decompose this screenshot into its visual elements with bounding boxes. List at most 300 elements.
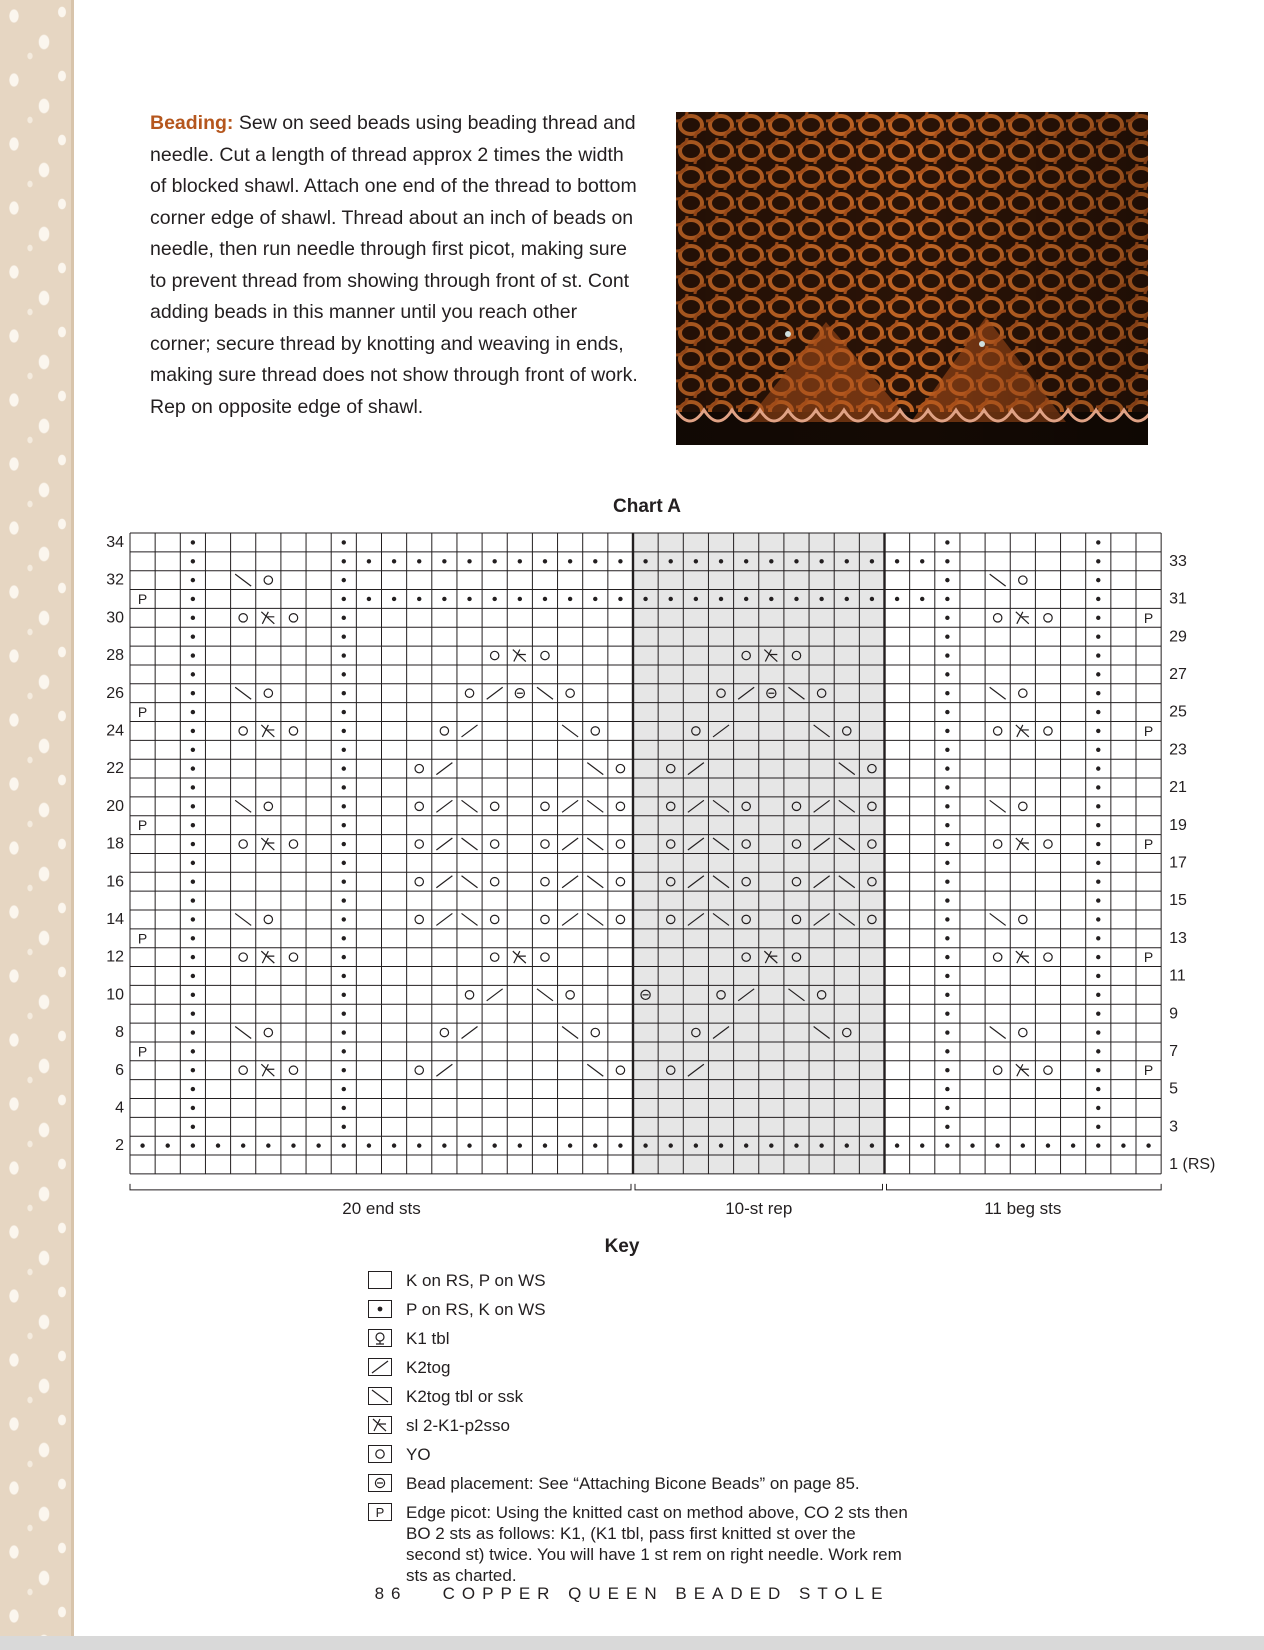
purl-dot	[1096, 597, 1100, 601]
purl-dot	[191, 1087, 195, 1091]
purl-dot	[442, 597, 446, 601]
purl-dot	[442, 559, 446, 563]
purl-dot	[342, 898, 346, 902]
yo-mark	[1019, 689, 1027, 697]
ssk-mark	[462, 913, 478, 925]
purl-dot	[1096, 936, 1100, 940]
picot-mark: P	[1143, 1062, 1154, 1079]
purl-dot	[191, 1125, 195, 1129]
purl-dot	[1096, 1011, 1100, 1015]
purl-dot	[191, 880, 195, 884]
purl-dot	[191, 1049, 195, 1053]
ssk-mark	[537, 687, 553, 699]
s2kp-mark	[513, 951, 526, 963]
yo-mark	[616, 802, 624, 810]
purl-dot	[417, 1143, 421, 1147]
purl-dot	[1096, 578, 1100, 582]
row-number-left: 6	[115, 1061, 124, 1079]
row-number-right: 17	[1169, 854, 1187, 872]
k2tog-mark	[436, 913, 452, 925]
s2kp-icon	[368, 1416, 392, 1434]
yo-mark	[289, 840, 297, 848]
purl-dot	[945, 653, 949, 657]
row-number-right: 5	[1169, 1080, 1179, 1098]
purl-dot	[191, 766, 195, 770]
k2tog-mark	[436, 1064, 452, 1076]
purl-dot	[1096, 766, 1100, 770]
ssk-icon	[368, 1387, 392, 1405]
picot-mark: P	[137, 704, 148, 721]
purl-dot	[342, 691, 346, 695]
key-item-picot	[368, 1502, 908, 1586]
page-footer	[0, 1584, 1264, 1604]
purl-dot	[1096, 1106, 1100, 1110]
row-number-left: 30	[106, 609, 124, 627]
section-brackets	[130, 1184, 1161, 1190]
purl-dot	[1096, 842, 1100, 846]
ssk-mark	[587, 800, 603, 812]
row-number-left: 14	[106, 911, 124, 928]
picot-mark: P	[137, 1043, 148, 1060]
purl-dot	[543, 597, 547, 601]
purl-dot	[342, 1030, 346, 1034]
purl-dot	[945, 729, 949, 733]
yo-mark	[490, 802, 498, 810]
s2kp-mark	[1016, 838, 1029, 850]
purl-dot	[945, 691, 949, 695]
purl-dot	[945, 672, 949, 676]
purl-dot	[140, 1143, 144, 1147]
purl-dot	[492, 597, 496, 601]
purl-dot	[945, 1049, 949, 1053]
purl-dot	[191, 993, 195, 997]
yo-mark	[541, 953, 549, 961]
purl-dot	[191, 861, 195, 865]
purl-dot	[1096, 1087, 1100, 1091]
beading-label: Beading:	[150, 112, 234, 134]
purl-dot	[191, 1068, 195, 1072]
purl-dot	[769, 1143, 773, 1147]
purl-dot	[342, 634, 346, 638]
purl-dot	[819, 1143, 823, 1147]
ssk-mark	[235, 687, 251, 699]
purl-dot	[1121, 1143, 1125, 1147]
purl-dot	[945, 1011, 949, 1015]
row-number-right: 33	[1169, 552, 1187, 570]
k2tog-mark	[462, 1027, 478, 1039]
ssk-mark	[990, 1027, 1006, 1039]
key-item-label: K1 tbl	[406, 1329, 450, 1348]
purl-dot	[543, 559, 547, 563]
yo-mark	[993, 953, 1001, 961]
purl-dot	[1096, 616, 1100, 620]
purl-dot	[191, 653, 195, 657]
purl-dot	[342, 1125, 346, 1129]
purl-dot	[191, 804, 195, 808]
ssk-mark	[990, 574, 1006, 586]
row-number-left: 18	[106, 835, 124, 853]
purl-dot	[191, 1011, 195, 1015]
purl-dot	[995, 1143, 999, 1147]
key-item-label: Edge picot: Using the knitted cast on method above, CO 2 sts then BO 2 sts as follows: K1, (K1 tbl, pass first knitted st over the second st) twice. You will have 1 st rem on right needle. Work rem sts as charted.	[406, 1503, 908, 1585]
key-item-label: K on RS, P on WS	[406, 1271, 546, 1290]
purl-dot	[945, 974, 949, 978]
yo-mark	[239, 840, 247, 848]
purl-dot	[392, 559, 396, 563]
purl-dot	[342, 729, 346, 733]
purl-dot	[568, 559, 572, 563]
key-item-s2kp	[368, 1415, 908, 1440]
row-number-right: 9	[1169, 1005, 1179, 1023]
purl-dot	[191, 936, 195, 940]
purl-dot	[945, 1106, 949, 1110]
dot-icon	[368, 1300, 392, 1318]
purl-dot	[342, 842, 346, 846]
purl-dot	[568, 597, 572, 601]
yo-mark	[289, 727, 297, 735]
purl-dot	[920, 597, 924, 601]
s2kp-mark	[513, 650, 526, 662]
picot-mark: P	[1143, 949, 1154, 966]
purl-dot	[467, 559, 471, 563]
picot-mark: P	[1143, 836, 1154, 853]
purl-dot	[191, 1106, 195, 1110]
purl-dot	[845, 597, 849, 601]
k2tog-mark	[436, 876, 452, 888]
yo-mark	[415, 1066, 423, 1074]
s2kp-mark	[1016, 951, 1029, 963]
purl-dot	[543, 1143, 547, 1147]
purl-dot	[191, 710, 195, 714]
yo-mark	[1044, 727, 1052, 735]
purl-dot	[870, 559, 874, 563]
picot-mark: P	[137, 930, 148, 947]
purl-dot	[870, 597, 874, 601]
purl-dot	[669, 1143, 673, 1147]
k2tog-mark	[436, 838, 452, 850]
purl-dot	[191, 559, 195, 563]
k2tog-icon	[368, 1358, 392, 1376]
purl-dot	[342, 710, 346, 714]
purl-dot	[342, 559, 346, 563]
s2kp-mark	[261, 725, 274, 737]
k2tog-mark	[436, 763, 452, 775]
purl-dot	[870, 1143, 874, 1147]
purl-dot	[191, 748, 195, 752]
yo-mark	[465, 991, 473, 999]
ssk-mark	[235, 574, 251, 586]
purl-dot	[744, 597, 748, 601]
purl-dot	[342, 993, 346, 997]
purl-dot	[794, 559, 798, 563]
yo-mark	[993, 840, 1001, 848]
ssk-mark	[587, 1064, 603, 1076]
purl-dot	[643, 559, 647, 563]
purl-dot	[945, 898, 949, 902]
purl-dot	[367, 597, 371, 601]
yo-mark	[490, 878, 498, 886]
purl-dot	[719, 559, 723, 563]
yo-mark	[566, 991, 574, 999]
purl-dot	[945, 766, 949, 770]
ssk-mark	[537, 989, 553, 1001]
yo-mark	[541, 915, 549, 923]
purl-dot	[819, 559, 823, 563]
purl-dot	[669, 597, 673, 601]
purl-dot	[1096, 710, 1100, 714]
purl-dot	[342, 955, 346, 959]
key-item-k1tbl	[368, 1328, 908, 1353]
purl-dot	[492, 1143, 496, 1147]
yo-mark	[566, 689, 574, 697]
purl-dot	[191, 634, 195, 638]
purl-dot	[1096, 785, 1100, 789]
page-number: 86	[374, 1584, 408, 1603]
purl-dot	[945, 823, 949, 827]
purl-dot	[945, 616, 949, 620]
yo-mark	[490, 840, 498, 848]
k2tog-mark	[562, 800, 578, 812]
key-item-k2tog	[368, 1357, 908, 1382]
purl-dot	[618, 597, 622, 601]
yo-mark	[239, 614, 247, 622]
ssk-mark	[562, 1027, 578, 1039]
bead-mark	[515, 689, 524, 698]
yo-mark	[289, 614, 297, 622]
purl-dot	[492, 559, 496, 563]
purl-dot	[945, 917, 949, 921]
purl-dot	[191, 691, 195, 695]
purl-dot	[945, 993, 949, 997]
purl-dot	[945, 1068, 949, 1072]
purl-dot	[694, 559, 698, 563]
purl-dot	[1096, 653, 1100, 657]
k2tog-mark	[562, 876, 578, 888]
key-item-ssk	[368, 1386, 908, 1411]
k2tog-mark	[487, 989, 503, 1001]
ssk-mark	[587, 913, 603, 925]
yo-mark	[1019, 1028, 1027, 1036]
purl-dot	[1046, 1143, 1050, 1147]
purl-dot	[819, 597, 823, 601]
purl-dot	[794, 597, 798, 601]
bead-icon	[368, 1474, 392, 1492]
purl-dot	[694, 1143, 698, 1147]
purl-dot	[1096, 955, 1100, 959]
purl-dot	[970, 1143, 974, 1147]
key-item-label: sl 2-K1-p2sso	[406, 1416, 510, 1435]
ssk-mark	[235, 800, 251, 812]
purl-dot	[342, 1049, 346, 1053]
purl-dot	[342, 672, 346, 676]
s2kp-mark	[261, 951, 274, 963]
purl-dot	[1096, 729, 1100, 733]
purl-dot	[342, 917, 346, 921]
row-number-right: 1 (RS)	[1169, 1156, 1216, 1174]
purl-dot	[442, 1143, 446, 1147]
row-number-left: 24	[106, 722, 124, 740]
purl-dot	[392, 1143, 396, 1147]
purl-dot	[191, 540, 195, 544]
k2tog-mark	[462, 725, 478, 737]
purl-dot	[945, 842, 949, 846]
purl-dot	[1021, 1143, 1025, 1147]
yo-mark	[239, 953, 247, 961]
yo-mark	[616, 1066, 624, 1074]
purl-dot	[568, 1143, 572, 1147]
purl-dot	[1096, 898, 1100, 902]
row-number-left: 34	[106, 534, 124, 551]
yo-mark	[541, 878, 549, 886]
picot-mark: P	[1143, 609, 1154, 626]
purl-dot	[191, 729, 195, 733]
purl-dot	[191, 974, 195, 978]
chart-title: Chart A	[613, 496, 681, 517]
yo-mark	[616, 764, 624, 772]
purl-dot	[342, 861, 346, 865]
purl-dot	[342, 974, 346, 978]
purl-dot	[1096, 1125, 1100, 1129]
yo-mark	[264, 576, 272, 584]
purl-dot	[191, 578, 195, 582]
purl-dot	[945, 861, 949, 865]
purl-dot	[191, 898, 195, 902]
s2kp-mark	[261, 838, 274, 850]
purl-dot	[1096, 880, 1100, 884]
yo-mark	[1019, 802, 1027, 810]
purl-dot	[342, 823, 346, 827]
k2tog-mark	[487, 687, 503, 699]
purl-dot	[342, 1068, 346, 1072]
purl-dot	[291, 1143, 295, 1147]
purl-dot	[945, 880, 949, 884]
blank-icon	[368, 1271, 392, 1289]
purl-dot	[744, 559, 748, 563]
purl-dot	[392, 597, 396, 601]
purl-dot	[216, 1143, 220, 1147]
purl-dot	[895, 597, 899, 601]
purl-dot	[945, 1087, 949, 1091]
yo-mark	[1019, 576, 1027, 584]
row-number-right: 7	[1169, 1042, 1179, 1060]
purl-dot	[241, 1143, 245, 1147]
picot-mark: P	[137, 590, 148, 607]
yo-mark	[1044, 840, 1052, 848]
yo-icon	[368, 1445, 392, 1463]
purl-dot	[1096, 1049, 1100, 1053]
purl-dot	[643, 1143, 647, 1147]
yo-mark	[1044, 1066, 1052, 1074]
key-list	[368, 1270, 908, 1586]
purl-dot	[467, 1143, 471, 1147]
purl-dot	[945, 578, 949, 582]
purl-dot	[895, 559, 899, 563]
row-number-left: 28	[106, 647, 124, 665]
yo-mark	[490, 915, 498, 923]
row-number-right: 3	[1169, 1118, 1179, 1136]
row-number-right: 13	[1169, 929, 1187, 947]
ssk-mark	[462, 876, 478, 888]
purl-dot	[1096, 634, 1100, 638]
ssk-mark	[235, 1027, 251, 1039]
key-item-dot	[368, 1299, 908, 1324]
purl-dot	[945, 559, 949, 563]
row-number-right: 11	[1169, 967, 1186, 985]
purl-dot	[945, 710, 949, 714]
purl-dot	[669, 559, 673, 563]
ssk-mark	[990, 687, 1006, 699]
key-item-bead	[368, 1473, 908, 1498]
purl-dot	[794, 1143, 798, 1147]
purl-dot	[191, 917, 195, 921]
purl-dot	[593, 559, 597, 563]
yo-mark	[490, 651, 498, 659]
yo-mark	[440, 727, 448, 735]
yo-mark	[1044, 614, 1052, 622]
purl-dot	[342, 880, 346, 884]
purl-dot	[945, 936, 949, 940]
ssk-mark	[462, 838, 478, 850]
purl-dot	[1096, 691, 1100, 695]
yo-mark	[264, 1028, 272, 1036]
yo-mark	[440, 1028, 448, 1036]
row-number-left: 12	[106, 948, 124, 966]
row-number-left: 10	[106, 986, 124, 1004]
yo-mark	[465, 689, 473, 697]
yo-mark	[264, 689, 272, 697]
k2tog-mark	[562, 913, 578, 925]
row-number-right: 15	[1169, 892, 1187, 910]
ssk-mark	[562, 725, 578, 737]
key-item-label: K2tog tbl or ssk	[406, 1387, 524, 1406]
row-number-left: 8	[115, 1024, 124, 1042]
purl-dot	[191, 1030, 195, 1034]
purl-dot	[518, 1143, 522, 1147]
yo-mark	[1044, 953, 1052, 961]
k1tbl-icon	[368, 1329, 392, 1347]
yo-mark	[415, 878, 423, 886]
ssk-mark	[990, 913, 1006, 925]
purl-dot	[266, 1143, 270, 1147]
purl-dot	[945, 1143, 949, 1147]
k2tog-mark	[562, 838, 578, 850]
purl-dot	[342, 1087, 346, 1091]
purl-dot	[945, 955, 949, 959]
ssk-mark	[587, 876, 603, 888]
row-number-left: 26	[106, 684, 124, 702]
purl-dot	[342, 936, 346, 940]
picot-mark: P	[1143, 722, 1154, 739]
key-item-label: P on RS, K on WS	[406, 1300, 546, 1319]
purl-dot	[945, 804, 949, 808]
purl-dot	[719, 597, 723, 601]
purl-dot	[1096, 861, 1100, 865]
purl-dot	[191, 597, 195, 601]
purl-dot	[191, 1143, 195, 1147]
yo-mark	[264, 802, 272, 810]
ssk-mark	[587, 763, 603, 775]
picot-icon: P	[368, 1503, 392, 1521]
purl-dot	[342, 578, 346, 582]
purl-dot	[1096, 672, 1100, 676]
row-number-right: 31	[1169, 590, 1187, 608]
section-label: 10-st rep	[725, 1198, 793, 1218]
key-item-label: K2tog	[406, 1358, 451, 1377]
row-number-left: 22	[106, 760, 124, 778]
yo-mark	[289, 1066, 297, 1074]
purl-dot	[744, 1143, 748, 1147]
yo-mark	[591, 727, 599, 735]
